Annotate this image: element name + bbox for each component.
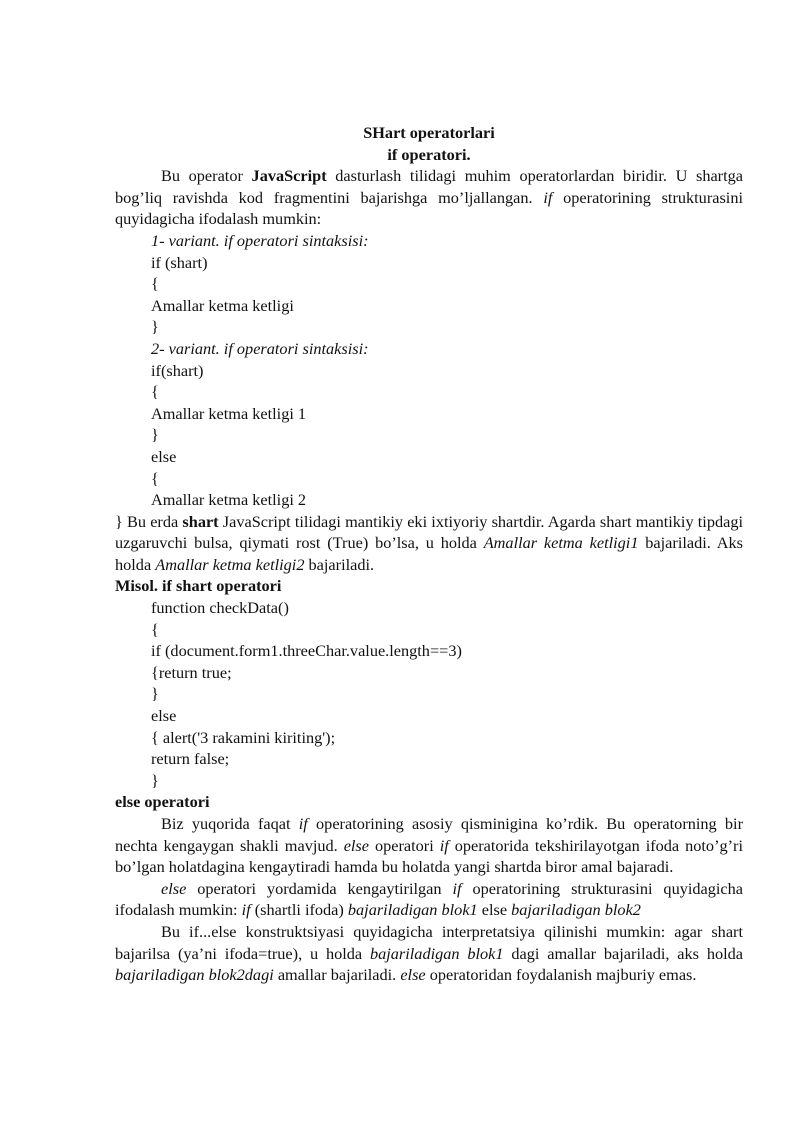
- p2-text-2: operatorining strukturasini quyidagicha ifodalash mumkin:: [115, 878, 743, 920]
- intro-text-3: operatorining strukturasini quyidagicha ifodalash mumkin:: [115, 187, 743, 229]
- p1-italic-2: else: [343, 835, 369, 855]
- intro-italic-if: if: [543, 187, 553, 207]
- code-line: }: [151, 317, 159, 337]
- p2-italic-5: bajariladigan blok2: [511, 900, 641, 920]
- p3-text-3: amallar bajariladi.: [273, 965, 401, 985]
- code-line: {: [151, 274, 159, 294]
- explain-text-3: bajariladi. Aks holda: [115, 533, 744, 574]
- explain-paragraph: [115, 511, 743, 576]
- p3-italic-2: bajariladigan blok2dagi: [115, 965, 274, 985]
- code-line: if(shart): [151, 360, 204, 380]
- code-line: {return true;: [151, 662, 232, 682]
- else-paragraph-1: [115, 813, 743, 878]
- code-line: return false;: [151, 749, 230, 769]
- p2-italic-3: if: [241, 900, 251, 920]
- code-line: }: [151, 684, 159, 704]
- subsection-title: if operatori.: [387, 144, 471, 164]
- else-paragraph-2: [115, 878, 743, 921]
- p2-text-4: else: [477, 900, 512, 920]
- explain-text-2: JavaScript tilidagi mantikiy eki ixtiyoriy shartdir. Agarda shart mantikiy tipdagi uzgaruvchi bulsa, qiymati rost (True) bo’lsa, u holda: [115, 511, 744, 553]
- variant2-label: 2- variant. if operatori sintaksisi:: [151, 338, 369, 358]
- code-line: else: [151, 446, 177, 466]
- p2-italic-4: bajariladigan blok1: [347, 900, 478, 920]
- code-line: Amallar ketma ketligi 2: [151, 490, 307, 510]
- p1-italic-1: if: [298, 814, 308, 833]
- explain-italic-1: Amallar ketma ketligi1: [483, 533, 639, 553]
- intro-text-2: dasturlash tilidagi muhim operatorlardan biridir. U shartga bog’liq ravishda kod fragmentini bajarishga mo’ljallangan.: [115, 166, 743, 207]
- code-line: }: [151, 770, 159, 790]
- code-line: { alert('3 rakamini kiriting');: [151, 727, 336, 747]
- p1-text-3: operatori: [369, 835, 440, 855]
- code-line: }: [151, 425, 159, 445]
- code-line: else: [151, 706, 177, 726]
- p3-text-2: dagi amallar bajariladi, aks holda: [503, 943, 743, 963]
- variant1-label: 1- variant. if operatori sintaksisi:: [151, 230, 369, 250]
- section-title: SHart operatorlari: [363, 123, 495, 142]
- p2-italic-1: else: [161, 878, 187, 898]
- code-line: Amallar ketma ketligi: [151, 295, 294, 315]
- p3-italic-1: bajariladigan blok1: [369, 943, 504, 963]
- code-line: if (document.form1.threeChar.value.length==3): [151, 641, 462, 661]
- code-line: {: [151, 468, 159, 488]
- code-line: {: [151, 382, 159, 402]
- intro-paragraph: [115, 165, 743, 230]
- p3-text-1: Bu if...else konstruktsiyasi quyidagicha interpretatsiya qilinishi mumkin: agar shart bajarilsa (ya’ni ifoda=true), u holda: [115, 921, 743, 963]
- code-line: {: [151, 619, 159, 639]
- example-heading: Misol. if shart operatori: [115, 576, 282, 596]
- explain-bold-shart: shart: [182, 511, 219, 531]
- p1-text-4: operatorida tekshirilayotgan ifoda noto’g’ri bo’lgan holatdagina kengaytiradi hamda bu holatda yangi shartda biror amal bajaradi.: [115, 835, 743, 877]
- document-body: [115, 122, 743, 986]
- p2-text-1: operatori yordamida kengaytirilgan: [186, 878, 453, 898]
- p1-text-1: Biz yuqorida faqat: [161, 814, 299, 833]
- intro-text-1: Bu operator: [161, 166, 252, 186]
- code-line: if (shart): [151, 252, 208, 272]
- code-line: function checkData(): [151, 598, 289, 618]
- p3-italic-3: else: [400, 965, 426, 985]
- else-heading: else operatori: [115, 792, 210, 812]
- intro-bold-javascript: JavaScript: [251, 166, 327, 186]
- p1-text-2: operatorining asosiy qisminigina ko’rdik. Bu operatorning bir nechta kengaygan shakli mavjud.: [115, 814, 744, 855]
- p1-italic-3: if: [439, 835, 449, 855]
- explain-text-1: } Bu erda: [115, 511, 183, 531]
- p3-text-4: operatoridan foydalanish majburiy emas.: [425, 965, 697, 985]
- else-paragraph-3: [115, 921, 743, 986]
- p2-italic-2: if: [452, 878, 462, 898]
- p2-text-3: (shartli ifoda): [250, 900, 348, 920]
- explain-text-4: bajariladi.: [304, 554, 375, 574]
- code-line: Amallar ketma ketligi 1: [151, 403, 307, 423]
- explain-italic-2: Amallar ketma ketligi2: [155, 554, 305, 574]
